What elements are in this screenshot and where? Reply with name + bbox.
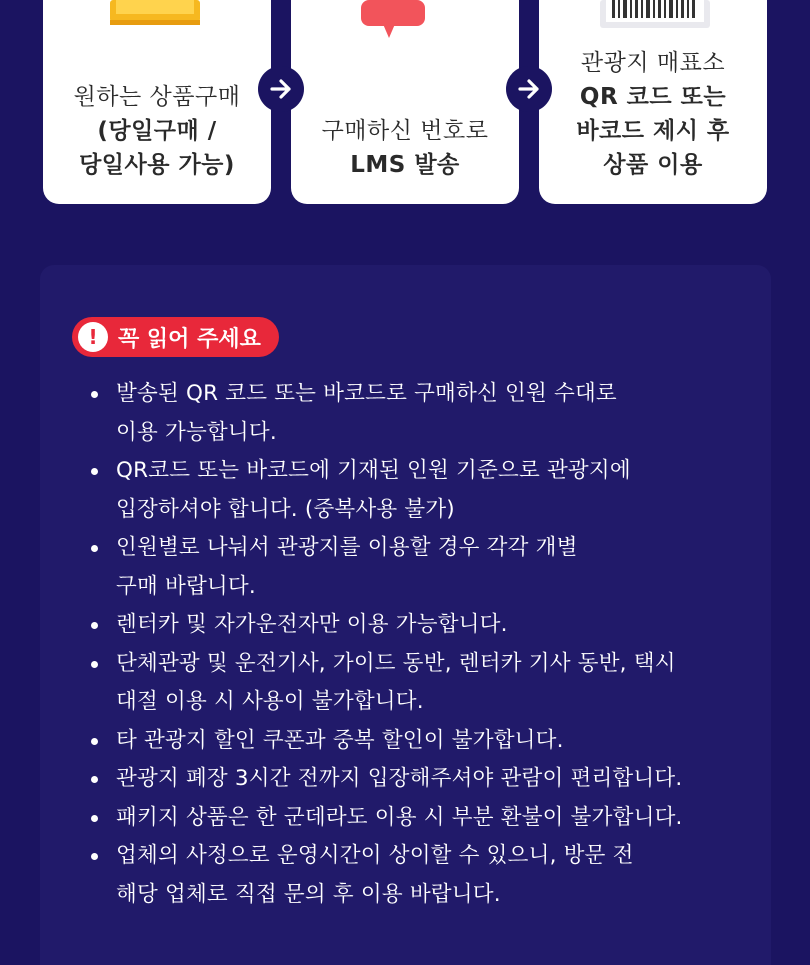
notice-item-line: 업체의 사정으로 운영시간이 상이할 수 있으니, 방문 전 <box>116 843 634 868</box>
notice-item-line: 관광지 폐장 3시간 전까지 입장해주셔야 관람이 편리합니다. <box>116 766 683 791</box>
step-line: 구매하신 번호로 <box>321 118 489 144</box>
ticket-icon <box>110 0 200 26</box>
barcode-icon <box>600 0 710 30</box>
notice-item <box>88 837 758 914</box>
step-line: 바코드 제시 후 <box>576 118 730 144</box>
step-line: LMS 발송 <box>350 152 460 178</box>
arrow-right-icon <box>506 66 552 112</box>
notice-item <box>88 760 758 799</box>
step-card-present-code <box>539 0 767 204</box>
must-read-badge <box>72 317 279 357</box>
step-text <box>576 46 729 182</box>
step-line: 당일사용 가능) <box>79 152 235 178</box>
notice-item-line: 단체관광 및 운전기사, 가이드 동반, 렌터카 기사 동반, 택시 <box>116 650 676 676</box>
step-line: 관광지 매표소 <box>580 50 726 76</box>
notice-item-line: 렌터카 및 자가운전자만 이용 가능합니다. <box>116 612 508 637</box>
notice-item <box>88 722 758 761</box>
notice-item <box>88 799 758 838</box>
step-line: QR 코드 또는 <box>579 84 727 110</box>
notice-item-line: 패키지 상품은 한 군데라도 이용 시 부분 환불이 불가합니다. <box>116 804 683 830</box>
notice-item-line: 입장하셔야 합니다. (중복사용 불가) <box>116 496 455 522</box>
badge-label: 꼭 읽어 주세요 <box>118 326 261 352</box>
notice-item-line: 해당 업체로 직접 문의 후 이용 바랍니다. <box>116 881 501 907</box>
notice-item-line: 타 관광지 할인 쿠폰과 중복 할인이 불가합니다. <box>116 727 564 753</box>
notice-item <box>88 606 758 645</box>
notice-list <box>88 375 758 914</box>
arrow-right-icon <box>258 66 304 112</box>
notice-item <box>88 452 758 529</box>
step-line: (당일구매 / <box>97 118 217 144</box>
notice-item <box>88 645 758 722</box>
notice-item <box>88 375 758 452</box>
step-text <box>322 114 489 182</box>
notice-item-line: 인원별로 나눠서 관광지를 이용할 경우 각각 개별 <box>116 535 578 560</box>
chat-bubble-icon <box>361 0 425 42</box>
notice-item-line: 대절 이용 시 사용이 불가합니다. <box>116 689 424 714</box>
exclamation-icon: ! <box>78 322 108 352</box>
notice-item <box>88 529 758 606</box>
step-card-purchase <box>43 0 271 204</box>
purchase-steps <box>0 0 810 210</box>
step-line: 원하는 상품구매 <box>73 84 241 110</box>
notice-item-line: QR코드 또는 바코드에 기재된 인원 기준으로 관광지에 <box>116 458 631 483</box>
step-text <box>74 80 241 182</box>
step-line: 상품 이용 <box>603 152 703 178</box>
notice-item-line: 발송된 QR 코드 또는 바코드로 구매하신 인원 수대로 <box>116 381 617 406</box>
notice-item-line: 구매 바랍니다. <box>116 573 256 599</box>
notice-item-line: 이용 가능합니다. <box>116 419 277 445</box>
